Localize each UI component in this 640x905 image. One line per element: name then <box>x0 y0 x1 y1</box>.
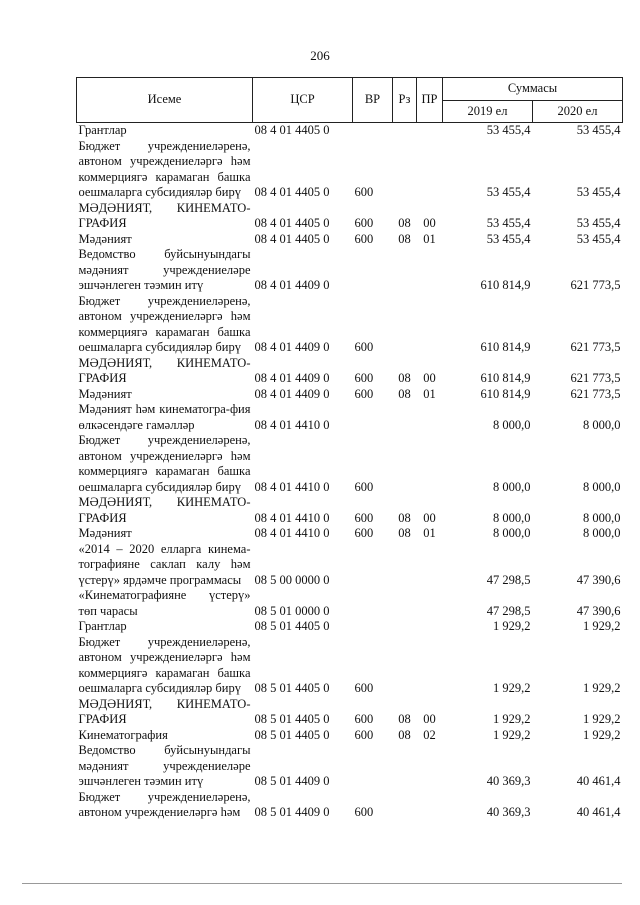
table-row <box>77 495 623 526</box>
row-pr <box>417 790 443 821</box>
table-row <box>77 387 623 403</box>
row-rz <box>393 433 417 495</box>
row-csr: 08 4 01 4410 0 <box>254 510 330 525</box>
row-vr <box>353 542 393 589</box>
row-vr <box>353 588 393 619</box>
row-rz <box>393 402 417 433</box>
row-name: МӘДӘНИЯТ, КИНЕМАТО-ГРАФИЯ <box>78 495 251 525</box>
header-vr: ВР <box>353 78 393 123</box>
row-rz <box>393 247 417 294</box>
row-vr: 600 <box>354 185 374 199</box>
row-pr: 01 <box>423 526 436 540</box>
header-year-2020: 2020 ел <box>533 101 623 123</box>
row-csr: 08 4 01 4409 0 <box>254 278 330 292</box>
row-rz <box>393 588 417 619</box>
row-sum-2019: 610 814,9 <box>480 371 531 385</box>
row-sum-2019: 610 814,9 <box>480 386 531 401</box>
row-name: «Кинематографияне үстерү» төп чарасы <box>78 588 251 618</box>
table-row <box>77 433 623 495</box>
row-name: Кинематография <box>78 727 168 742</box>
table-row <box>77 123 623 139</box>
row-rz <box>393 542 417 589</box>
row-pr <box>417 433 443 495</box>
table-row <box>77 697 623 728</box>
row-name: Мәдәният һәм кинематогра-фия өлкәсендәге гамәлләр <box>78 402 251 432</box>
row-vr: 600 <box>354 805 374 819</box>
row-vr: 600 <box>354 231 374 246</box>
row-rz <box>393 743 417 790</box>
row-sum-2019: 610 814,9 <box>480 340 531 354</box>
table-row <box>77 635 623 697</box>
row-pr: 00 <box>423 371 436 385</box>
row-csr: 08 4 01 4409 0 <box>254 340 330 354</box>
row-csr: 08 4 01 4405 0 <box>254 231 330 246</box>
row-vr: 600 <box>354 216 374 230</box>
table-row <box>77 402 623 433</box>
row-sum-2020: 40 461,4 <box>576 774 621 788</box>
row-rz: 08 <box>398 371 411 385</box>
row-rz: 08 <box>398 712 411 726</box>
row-sum-2020: 8 000,0 <box>583 526 621 540</box>
table-row <box>77 294 623 356</box>
header-rz: Рз <box>393 78 417 123</box>
row-csr: 08 4 01 4410 0 <box>254 526 330 540</box>
row-name: Бюджет учреждениеләренә, автоном учреждениеләргә һәм коммерциягә карамаган башка оешмаларга субсидияләр бирү <box>78 634 251 695</box>
row-rz <box>393 123 417 139</box>
table-row <box>77 619 623 635</box>
table-row <box>77 728 623 744</box>
row-name: Бюджет учреждениеләренә, автоном учреждениеләргә һәм коммерциягә карамаган башка оешмаларга субсидияләр бирү <box>78 138 251 199</box>
row-csr: 08 4 01 4405 0 <box>254 185 330 199</box>
header-sums: Суммасы <box>443 78 623 101</box>
row-pr: 02 <box>423 727 436 742</box>
row-name: «2014 – 2020 елларга кинема-тографияне саклап калу һәм үстерү» ярдәмче программасы <box>78 541 251 587</box>
page-number: 206 <box>310 48 330 63</box>
row-csr: 08 5 01 0000 0 <box>254 603 330 618</box>
row-name: Бюджет учреждениеләренә, автоном учреждениеләргә һәм коммерциягә карамаган башка оешмаларга субсидияләр бирү <box>78 293 251 354</box>
row-sum-2020: 8 000,0 <box>583 417 621 432</box>
row-sum-2020: 1 929,2 <box>583 727 621 742</box>
row-vr: 600 <box>354 681 374 695</box>
table-body <box>77 123 623 821</box>
row-sum-2019: 8 000,0 <box>493 417 531 432</box>
row-vr: 600 <box>354 340 374 354</box>
row-pr: 00 <box>423 510 436 525</box>
row-sum-2019: 40 369,3 <box>486 774 531 788</box>
row-sum-2020: 53 455,4 <box>576 123 621 137</box>
table-row <box>77 790 623 821</box>
row-sum-2020: 1 929,2 <box>583 712 621 726</box>
row-sum-2019: 8 000,0 <box>493 510 531 525</box>
table-row <box>77 232 623 248</box>
row-vr: 600 <box>354 386 374 401</box>
row-vr <box>353 743 393 790</box>
row-rz <box>393 790 417 821</box>
row-vr: 600 <box>354 526 374 540</box>
table-row <box>77 588 623 619</box>
row-vr: 600 <box>354 727 374 742</box>
row-vr: 600 <box>354 371 374 385</box>
row-name: Бюджет учреждениеләренә, автоном учреждениеләргә һәм <box>78 789 251 819</box>
row-pr <box>417 635 443 697</box>
row-sum-2019: 53 455,4 <box>486 231 531 246</box>
row-pr: 00 <box>423 712 436 726</box>
row-csr: 08 5 01 4405 0 <box>254 619 330 633</box>
table-row <box>77 743 623 790</box>
row-name: МӘДӘНИЯТ, КИНЕМАТО-ГРАФИЯ <box>78 200 251 230</box>
header-year-2019: 2019 ел <box>443 101 533 123</box>
row-sum-2019: 53 455,4 <box>486 216 531 230</box>
row-sum-2020: 621 773,5 <box>570 386 621 401</box>
row-csr: 08 5 00 0000 0 <box>254 572 330 587</box>
row-rz: 08 <box>398 510 411 525</box>
row-rz <box>393 635 417 697</box>
row-pr <box>417 123 443 139</box>
row-name: МӘДӘНИЯТ, КИНЕМАТО-ГРАФИЯ <box>78 355 251 385</box>
row-sum-2019: 1 929,2 <box>493 619 531 633</box>
row-sum-2019: 610 814,9 <box>480 278 531 292</box>
row-csr: 08 4 01 4409 0 <box>254 371 330 385</box>
table-row <box>77 139 623 201</box>
row-pr: 01 <box>423 386 436 401</box>
row-pr: 00 <box>423 216 436 230</box>
table-row <box>77 542 623 589</box>
table-row <box>77 526 623 542</box>
row-name: Мәдәният <box>78 231 132 246</box>
row-sum-2020: 621 773,5 <box>570 371 621 385</box>
row-sum-2020: 53 455,4 <box>576 231 621 246</box>
row-vr <box>353 402 393 433</box>
row-rz: 08 <box>398 727 411 742</box>
table-row <box>77 356 623 387</box>
row-csr: 08 5 01 4405 0 <box>254 712 330 726</box>
row-name: Мәдәният <box>78 386 132 401</box>
row-sum-2019: 40 369,3 <box>486 805 531 819</box>
row-sum-2020: 8 000,0 <box>583 510 621 525</box>
row-pr <box>417 139 443 201</box>
row-rz <box>393 294 417 356</box>
row-name: Грантлар <box>78 619 127 633</box>
bottom-rule <box>22 883 622 884</box>
row-rz: 08 <box>398 216 411 230</box>
row-vr: 600 <box>354 712 374 726</box>
row-name: Бюджет учреждениеләренә, автоном учреждениеләргә һәм коммерциягә карамаган башка оешмаларга субсидияләр бирү <box>78 433 251 494</box>
row-sum-2020: 1 929,2 <box>583 681 621 695</box>
row-rz <box>393 619 417 635</box>
row-sum-2020: 621 773,5 <box>570 278 621 292</box>
row-name: Ведомство буйсынуындагы мәдәният учреждениеләре эшчәнлеген тәэмин итү <box>78 743 251 788</box>
row-name: Мәдәният <box>78 526 132 540</box>
row-pr <box>417 619 443 635</box>
row-sum-2019: 1 929,2 <box>493 681 531 695</box>
row-name: МӘДӘНИЯТ, КИНЕМАТО-ГРАФИЯ <box>78 696 251 726</box>
row-sum-2020: 8 000,0 <box>583 479 621 494</box>
row-pr: 01 <box>423 231 436 246</box>
row-sum-2019: 8 000,0 <box>493 479 531 494</box>
row-sum-2019: 1 929,2 <box>493 727 531 742</box>
row-sum-2019: 47 298,5 <box>486 603 531 618</box>
row-sum-2019: 47 298,5 <box>486 572 531 587</box>
row-csr: 08 5 01 4405 0 <box>254 727 330 742</box>
row-csr: 08 5 01 4405 0 <box>254 681 330 695</box>
header-name: Исеме <box>77 78 253 123</box>
budget-table <box>76 77 623 821</box>
row-sum-2019: 53 455,4 <box>486 185 531 199</box>
row-sum-2020: 53 455,4 <box>576 216 621 230</box>
row-vr: 600 <box>354 510 374 525</box>
row-sum-2020: 47 390,6 <box>576 572 621 587</box>
row-pr <box>417 294 443 356</box>
row-sum-2020: 621 773,5 <box>570 340 621 354</box>
row-pr <box>417 743 443 790</box>
row-sum-2019: 1 929,2 <box>493 712 531 726</box>
row-sum-2019: 53 455,4 <box>486 123 531 137</box>
row-sum-2020: 1 929,2 <box>583 619 621 633</box>
row-rz: 08 <box>398 526 411 540</box>
row-csr: 08 4 01 4409 0 <box>254 386 330 401</box>
row-csr: 08 5 01 4409 0 <box>254 805 330 819</box>
row-csr: 08 4 01 4410 0 <box>254 417 330 432</box>
row-pr <box>417 247 443 294</box>
row-sum-2020: 53 455,4 <box>576 185 621 199</box>
header-pr: ПР <box>417 78 443 123</box>
row-sum-2019: 8 000,0 <box>493 526 531 540</box>
row-name: Грантлар <box>78 123 127 137</box>
row-csr: 08 4 01 4410 0 <box>254 479 330 494</box>
table-row <box>77 201 623 232</box>
table-header <box>77 78 623 123</box>
row-sum-2020: 40 461,4 <box>576 805 621 819</box>
row-rz <box>393 139 417 201</box>
row-csr: 08 4 01 4405 0 <box>254 123 330 137</box>
row-rz: 08 <box>398 231 411 246</box>
row-pr <box>417 542 443 589</box>
row-pr <box>417 402 443 433</box>
row-vr: 600 <box>354 479 374 494</box>
row-pr <box>417 588 443 619</box>
row-vr <box>353 247 393 294</box>
row-name: Ведомство буйсынуындагы мәдәният учреждениеләре эшчәнлеген тәэмин итү <box>78 247 251 292</box>
row-csr: 08 5 01 4409 0 <box>254 774 330 788</box>
row-csr: 08 4 01 4405 0 <box>254 216 330 230</box>
row-sum-2020: 47 390,6 <box>576 603 621 618</box>
table-row <box>77 247 623 294</box>
row-rz: 08 <box>398 386 411 401</box>
header-csr: ЦСР <box>253 78 353 123</box>
row-vr <box>353 619 393 635</box>
row-vr <box>353 123 393 139</box>
